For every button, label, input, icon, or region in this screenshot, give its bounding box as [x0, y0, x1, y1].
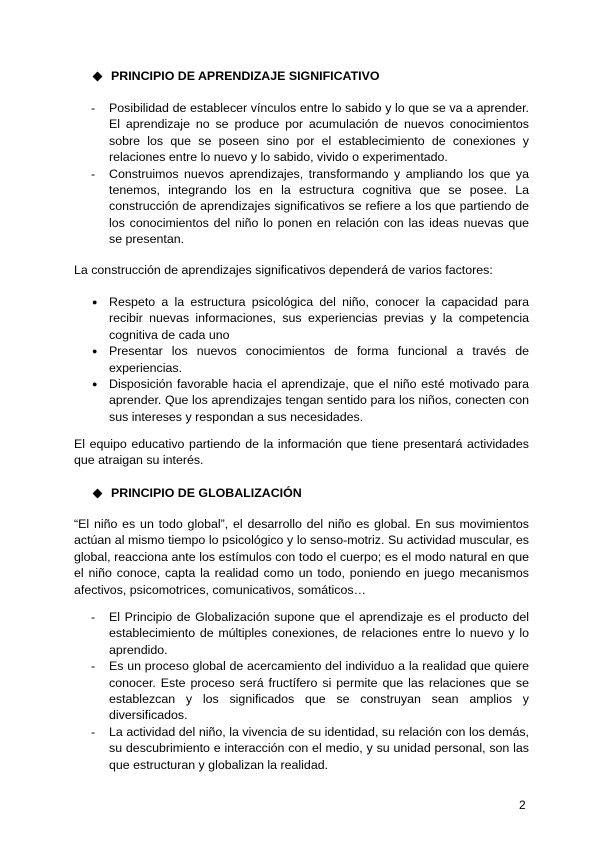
heading-text: PRINCIPIO DE APRENDIZAJE SIGNIFICATIVO: [111, 69, 380, 83]
list-item: [91, 166, 529, 248]
list-item-text: El Principio de Globalización supone que el aprendizaje es el producto del establecimiento de múltiples conexiones, de relaciones entre lo nuevo y lo aprendido.: [109, 610, 529, 657]
dash-marker: -: [91, 610, 96, 624]
closing-paragraph: El equipo educativo partiendo de la información que tiene presentará actividades que atraigan su interés.: [74, 437, 529, 468]
list-item-text: Disposición favorable hacia el aprendizaje, que el niño esté motivado para aprender. Que los aprendizajes tengan sentido para los niños, conecten con sus intereses y respondan a sus necesidades.: [109, 377, 529, 424]
factors-bullet-list: [91, 294, 529, 425]
list-item-text: Respeto a la estructura psicológica del niño, conocer la capacidad para recibir nuevas informaciones, sus experiencias previas y la competencia cognitiva de cada uno: [109, 295, 529, 342]
global-child-paragraph: “El niño es un todo global”, el desarrollo del niño es global. En sus movimientos actúan al mismo tiempo lo psicológico y lo senso-motriz. Su actividad muscular, es global, reacciona ante los estímulos con todo el cuerpo; es el modo natural en que el niño conoce, capta la realidad como un todo, poniendo en juego mecanismos afectivos, psicomotrices, comunicativos, somáticos…: [74, 517, 529, 597]
list-item-text: Construimos nuevos aprendizajes, transformando y ampliando los que ya tenemos, integrando los en la estructura cognitiva que se posee. La construcción de aprendizajes significativos se refiere a los que partiendo de los conocimientos del niño lo ponen en relación con las ideas nuevas que se presentan.: [109, 166, 529, 247]
diamond-bullet-icon: [93, 488, 103, 498]
list-item-text: Presentar los nuevos conocimientos de forma funcional a través de experiencias.: [109, 344, 529, 375]
list-item: [91, 100, 529, 166]
dash-marker: -: [91, 724, 96, 739]
bullet-marker: ●: [92, 379, 98, 390]
section-heading-globalizacion: [92, 485, 302, 501]
bullet-marker: ●: [92, 346, 98, 357]
list-item: [91, 343, 529, 376]
significativo-dash-list: [91, 100, 529, 248]
list-item: [91, 609, 529, 658]
dash-marker: -: [91, 101, 96, 115]
dash-marker: -: [91, 659, 96, 674]
bullet-marker: ●: [92, 297, 98, 307]
diamond-bullet-icon: [93, 71, 103, 81]
list-item: [91, 294, 529, 343]
list-item-text: Posibilidad de establecer vínculos entre lo sabido y lo que se va a aprender. El aprendizaje no se produce por acumulación de nuevos conocimientos sobre los que se poseen sino por el establecimiento de conexiones y relaciones entre lo nuevo y lo sabido, vivido o experimentado.: [109, 101, 529, 165]
heading-text: PRINCIPIO DE GLOBALIZACIÓN: [111, 486, 302, 500]
list-item-text: Es un proceso global de acercamiento del individuo a la realidad que quiere conocer. Este proceso será fructífero si permite que las relaciones que se establezcan y los significados que se construyan sean amplios y diversificados.: [109, 659, 529, 723]
dash-marker: -: [91, 166, 96, 181]
list-item: [91, 376, 529, 425]
list-item: [91, 724, 529, 773]
list-item-text: La actividad del niño, la vivencia de su identidad, su relación con los demás, su descubrimiento e interacción con el medio, y su unidad personal, son las que estructuran y globalizan la realidad.: [109, 724, 529, 772]
factors-intro: La construcción de aprendizajes significativos dependerá de varios factores:: [74, 263, 493, 277]
list-item: [91, 658, 529, 724]
section-heading-aprendizaje-significativo: [92, 68, 380, 84]
globalizacion-dash-list: [91, 609, 529, 773]
page-number: 2: [519, 798, 526, 812]
